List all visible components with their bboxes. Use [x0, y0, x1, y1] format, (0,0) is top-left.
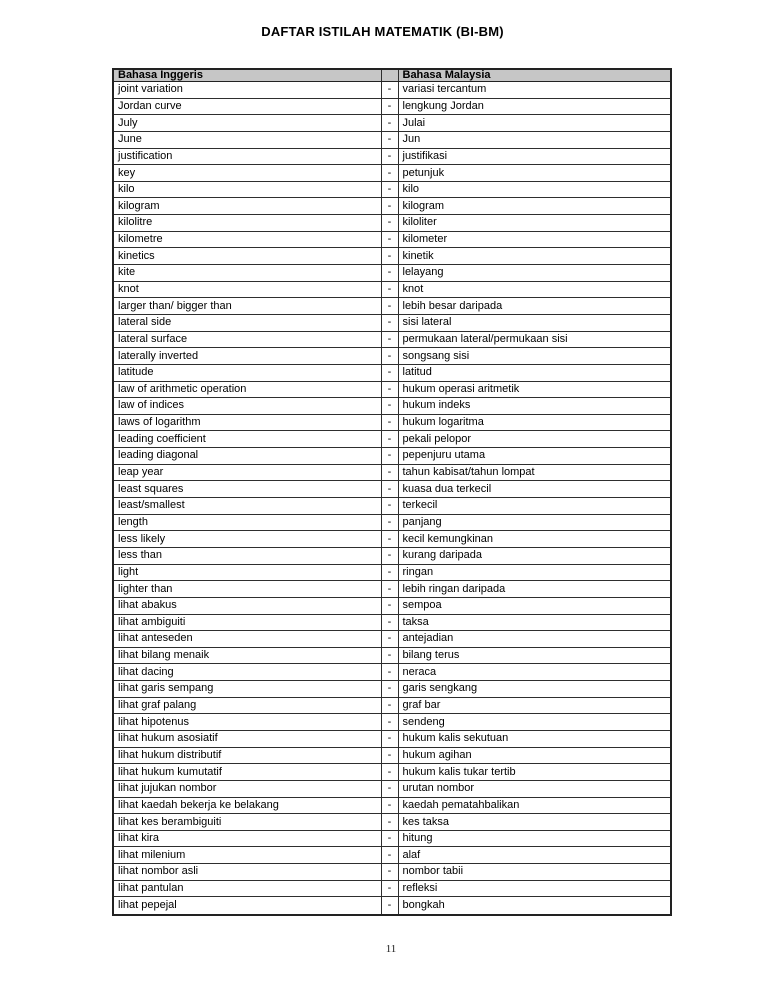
table-row — [113, 331, 671, 348]
cell-separator: - — [381, 98, 398, 115]
cell-malay-term: hukum kalis sekutuan — [398, 730, 671, 747]
cell-english-term: lihat anteseden — [113, 631, 381, 648]
cell-separator: - — [381, 498, 398, 515]
cell-separator: - — [381, 464, 398, 481]
cell-english-term: lihat hukum distributif — [113, 747, 381, 764]
table-row — [113, 730, 671, 747]
cell-english-term: laws of logarithm — [113, 414, 381, 431]
column-header-malay: Bahasa Malaysia — [398, 69, 671, 82]
cell-separator: - — [381, 115, 398, 132]
cell-separator: - — [381, 597, 398, 614]
cell-english-term: kilolitre — [113, 215, 381, 232]
cell-separator: - — [381, 531, 398, 548]
cell-malay-term: pepenjuru utama — [398, 448, 671, 465]
cell-malay-term: lengkung Jordan — [398, 98, 671, 115]
cell-malay-term: lebih besar daripada — [398, 298, 671, 315]
cell-separator: - — [381, 764, 398, 781]
cell-english-term: justification — [113, 148, 381, 165]
cell-separator: - — [381, 747, 398, 764]
cell-separator: - — [381, 780, 398, 797]
cell-malay-term: lelayang — [398, 265, 671, 282]
cell-malay-term: bilang terus — [398, 647, 671, 664]
cell-english-term: joint variation — [113, 82, 381, 99]
table-row — [113, 314, 671, 331]
cell-separator: - — [381, 131, 398, 148]
cell-malay-term: neraca — [398, 664, 671, 681]
cell-malay-term: hitung — [398, 830, 671, 847]
cell-english-term: lihat hukum asosiatif — [113, 730, 381, 747]
cell-english-term: light — [113, 564, 381, 581]
page-title: DAFTAR ISTILAH MATEMATIK (BI-BM) — [261, 24, 504, 39]
table-row — [113, 281, 671, 298]
cell-english-term: leading diagonal — [113, 448, 381, 465]
cell-malay-term: kurang daripada — [398, 547, 671, 564]
table-row — [113, 664, 671, 681]
cell-separator: - — [381, 431, 398, 448]
cell-english-term: lateral side — [113, 314, 381, 331]
cell-separator: - — [381, 514, 398, 531]
table-row — [113, 814, 671, 831]
table-row — [113, 431, 671, 448]
cell-english-term: length — [113, 514, 381, 531]
cell-english-term: kinetics — [113, 248, 381, 265]
cell-english-term: law of arithmetic operation — [113, 381, 381, 398]
cell-malay-term: justifikasi — [398, 148, 671, 165]
cell-separator: - — [381, 631, 398, 648]
cell-malay-term: kiloliter — [398, 215, 671, 232]
cell-english-term: June — [113, 131, 381, 148]
terms-table — [112, 68, 672, 916]
table-row — [113, 364, 671, 381]
table-row — [113, 165, 671, 182]
cell-english-term: lihat jujukan nombor — [113, 780, 381, 797]
cell-separator: - — [381, 181, 398, 198]
table-row — [113, 248, 671, 265]
cell-separator: - — [381, 647, 398, 664]
table-row — [113, 797, 671, 814]
cell-malay-term: songsang sisi — [398, 348, 671, 365]
cell-malay-term: kes taksa — [398, 814, 671, 831]
cell-english-term: knot — [113, 281, 381, 298]
table-row — [113, 764, 671, 781]
cell-malay-term: kinetik — [398, 248, 671, 265]
cell-separator: - — [381, 215, 398, 232]
table-row — [113, 631, 671, 648]
column-header-separator — [381, 69, 398, 82]
cell-english-term: less than — [113, 547, 381, 564]
cell-english-term: least/smallest — [113, 498, 381, 515]
table-row — [113, 880, 671, 897]
cell-english-term: latitude — [113, 364, 381, 381]
cell-separator: - — [381, 148, 398, 165]
cell-malay-term: hukum agihan — [398, 747, 671, 764]
table-row — [113, 481, 671, 498]
table-row — [113, 830, 671, 847]
cell-english-term: lihat pepejal — [113, 897, 381, 915]
cell-malay-term: graf bar — [398, 697, 671, 714]
table-row — [113, 864, 671, 881]
cell-english-term: leading coefficient — [113, 431, 381, 448]
table-row — [113, 298, 671, 315]
cell-separator: - — [381, 448, 398, 465]
cell-separator: - — [381, 165, 398, 182]
cell-english-term: laterally inverted — [113, 348, 381, 365]
cell-malay-term: kuasa dua terkecil — [398, 481, 671, 498]
cell-separator: - — [381, 481, 398, 498]
cell-malay-term: pekali pelopor — [398, 431, 671, 448]
table-row — [113, 98, 671, 115]
column-header-english: Bahasa Inggeris — [113, 69, 381, 82]
cell-malay-term: sendeng — [398, 714, 671, 731]
cell-separator: - — [381, 298, 398, 315]
cell-malay-term: hukum operasi aritmetik — [398, 381, 671, 398]
cell-english-term: lateral surface — [113, 331, 381, 348]
cell-english-term: lihat dacing — [113, 664, 381, 681]
cell-english-term: law of indices — [113, 398, 381, 415]
table-row — [113, 531, 671, 548]
table-row — [113, 581, 671, 598]
cell-separator: - — [381, 797, 398, 814]
cell-english-term: kilo — [113, 181, 381, 198]
cell-separator: - — [381, 547, 398, 564]
cell-malay-term: urutan nombor — [398, 780, 671, 797]
cell-malay-term: knot — [398, 281, 671, 298]
cell-separator: - — [381, 564, 398, 581]
cell-english-term: lihat kira — [113, 830, 381, 847]
table-row — [113, 647, 671, 664]
cell-english-term: Jordan curve — [113, 98, 381, 115]
cell-english-term: lihat kes berambiguiti — [113, 814, 381, 831]
table-header-row — [113, 69, 671, 82]
terms-table-body — [113, 82, 671, 916]
cell-separator: - — [381, 82, 398, 99]
table-row — [113, 381, 671, 398]
table-row — [113, 414, 671, 431]
cell-malay-term: lebih ringan daripada — [398, 581, 671, 598]
cell-malay-term: kilogram — [398, 198, 671, 215]
table-row — [113, 847, 671, 864]
cell-separator: - — [381, 681, 398, 698]
cell-malay-term: refleksi — [398, 880, 671, 897]
cell-english-term: lihat bilang menaik — [113, 647, 381, 664]
table-row — [113, 464, 671, 481]
table-row — [113, 597, 671, 614]
table-row — [113, 514, 671, 531]
cell-separator: - — [381, 614, 398, 631]
table-row — [113, 131, 671, 148]
table-row — [113, 82, 671, 99]
cell-english-term: lihat abakus — [113, 597, 381, 614]
cell-malay-term: kaedah pematahbalikan — [398, 797, 671, 814]
cell-english-term: lihat graf palang — [113, 697, 381, 714]
cell-malay-term: hukum logaritma — [398, 414, 671, 431]
cell-malay-term: hukum indeks — [398, 398, 671, 415]
cell-malay-term: bongkah — [398, 897, 671, 915]
table-row — [113, 448, 671, 465]
cell-separator: - — [381, 198, 398, 215]
cell-separator: - — [381, 864, 398, 881]
cell-english-term: kite — [113, 265, 381, 282]
cell-english-term: larger than/ bigger than — [113, 298, 381, 315]
cell-malay-term: Julai — [398, 115, 671, 132]
cell-english-term: lihat ambiguiti — [113, 614, 381, 631]
cell-english-term: lihat pantulan — [113, 880, 381, 897]
cell-english-term: lihat kaedah bekerja ke belakang — [113, 797, 381, 814]
table-row — [113, 614, 671, 631]
cell-english-term: least squares — [113, 481, 381, 498]
page-number: 11 — [385, 943, 397, 955]
cell-malay-term: permukaan lateral/permukaan sisi — [398, 331, 671, 348]
cell-separator: - — [381, 847, 398, 864]
cell-english-term: lihat hukum kumutatif — [113, 764, 381, 781]
cell-separator: - — [381, 248, 398, 265]
cell-malay-term: sisi lateral — [398, 314, 671, 331]
cell-english-term: lihat nombor asli — [113, 864, 381, 881]
table-row — [113, 780, 671, 797]
cell-malay-term: petunjuk — [398, 165, 671, 182]
table-row — [113, 265, 671, 282]
cell-malay-term: sempoa — [398, 597, 671, 614]
cell-separator: - — [381, 880, 398, 897]
cell-malay-term: nombor tabii — [398, 864, 671, 881]
cell-separator: - — [381, 897, 398, 915]
cell-english-term: kilogram — [113, 198, 381, 215]
table-row — [113, 181, 671, 198]
cell-separator: - — [381, 398, 398, 415]
table-row — [113, 348, 671, 365]
cell-malay-term: terkecil — [398, 498, 671, 515]
table-row — [113, 747, 671, 764]
cell-malay-term: Jun — [398, 131, 671, 148]
cell-separator: - — [381, 830, 398, 847]
table-row — [113, 198, 671, 215]
cell-separator: - — [381, 265, 398, 282]
cell-separator: - — [381, 697, 398, 714]
cell-malay-term: garis sengkang — [398, 681, 671, 698]
cell-malay-term: hukum kalis tukar tertib — [398, 764, 671, 781]
cell-separator: - — [381, 814, 398, 831]
table-row — [113, 681, 671, 698]
cell-separator: - — [381, 348, 398, 365]
cell-english-term: lighter than — [113, 581, 381, 598]
cell-malay-term: taksa — [398, 614, 671, 631]
cell-separator: - — [381, 231, 398, 248]
cell-separator: - — [381, 730, 398, 747]
cell-malay-term: tahun kabisat/tahun lompat — [398, 464, 671, 481]
cell-english-term: July — [113, 115, 381, 132]
table-row — [113, 697, 671, 714]
cell-separator: - — [381, 581, 398, 598]
cell-malay-term: kilometer — [398, 231, 671, 248]
cell-malay-term: kecil kemungkinan — [398, 531, 671, 548]
cell-separator: - — [381, 414, 398, 431]
table-row — [113, 148, 671, 165]
table-row — [113, 564, 671, 581]
cell-malay-term: ringan — [398, 564, 671, 581]
cell-separator: - — [381, 664, 398, 681]
cell-malay-term: antejadian — [398, 631, 671, 648]
table-row — [113, 547, 671, 564]
cell-english-term: kilometre — [113, 231, 381, 248]
cell-separator: - — [381, 381, 398, 398]
cell-english-term: key — [113, 165, 381, 182]
cell-english-term: lihat milenium — [113, 847, 381, 864]
table-row — [113, 897, 671, 915]
table-row — [113, 231, 671, 248]
cell-malay-term: kilo — [398, 181, 671, 198]
cell-separator: - — [381, 364, 398, 381]
cell-malay-term: variasi tercantum — [398, 82, 671, 99]
table-row — [113, 714, 671, 731]
cell-separator: - — [381, 331, 398, 348]
cell-separator: - — [381, 714, 398, 731]
cell-malay-term: latitud — [398, 364, 671, 381]
cell-separator: - — [381, 281, 398, 298]
table-row — [113, 215, 671, 232]
table-row — [113, 498, 671, 515]
cell-malay-term: alaf — [398, 847, 671, 864]
cell-separator: - — [381, 314, 398, 331]
cell-english-term: less likely — [113, 531, 381, 548]
cell-english-term: lihat garis sempang — [113, 681, 381, 698]
cell-english-term: lihat hipotenus — [113, 714, 381, 731]
table-row — [113, 115, 671, 132]
cell-malay-term: panjang — [398, 514, 671, 531]
table-row — [113, 398, 671, 415]
cell-english-term: leap year — [113, 464, 381, 481]
